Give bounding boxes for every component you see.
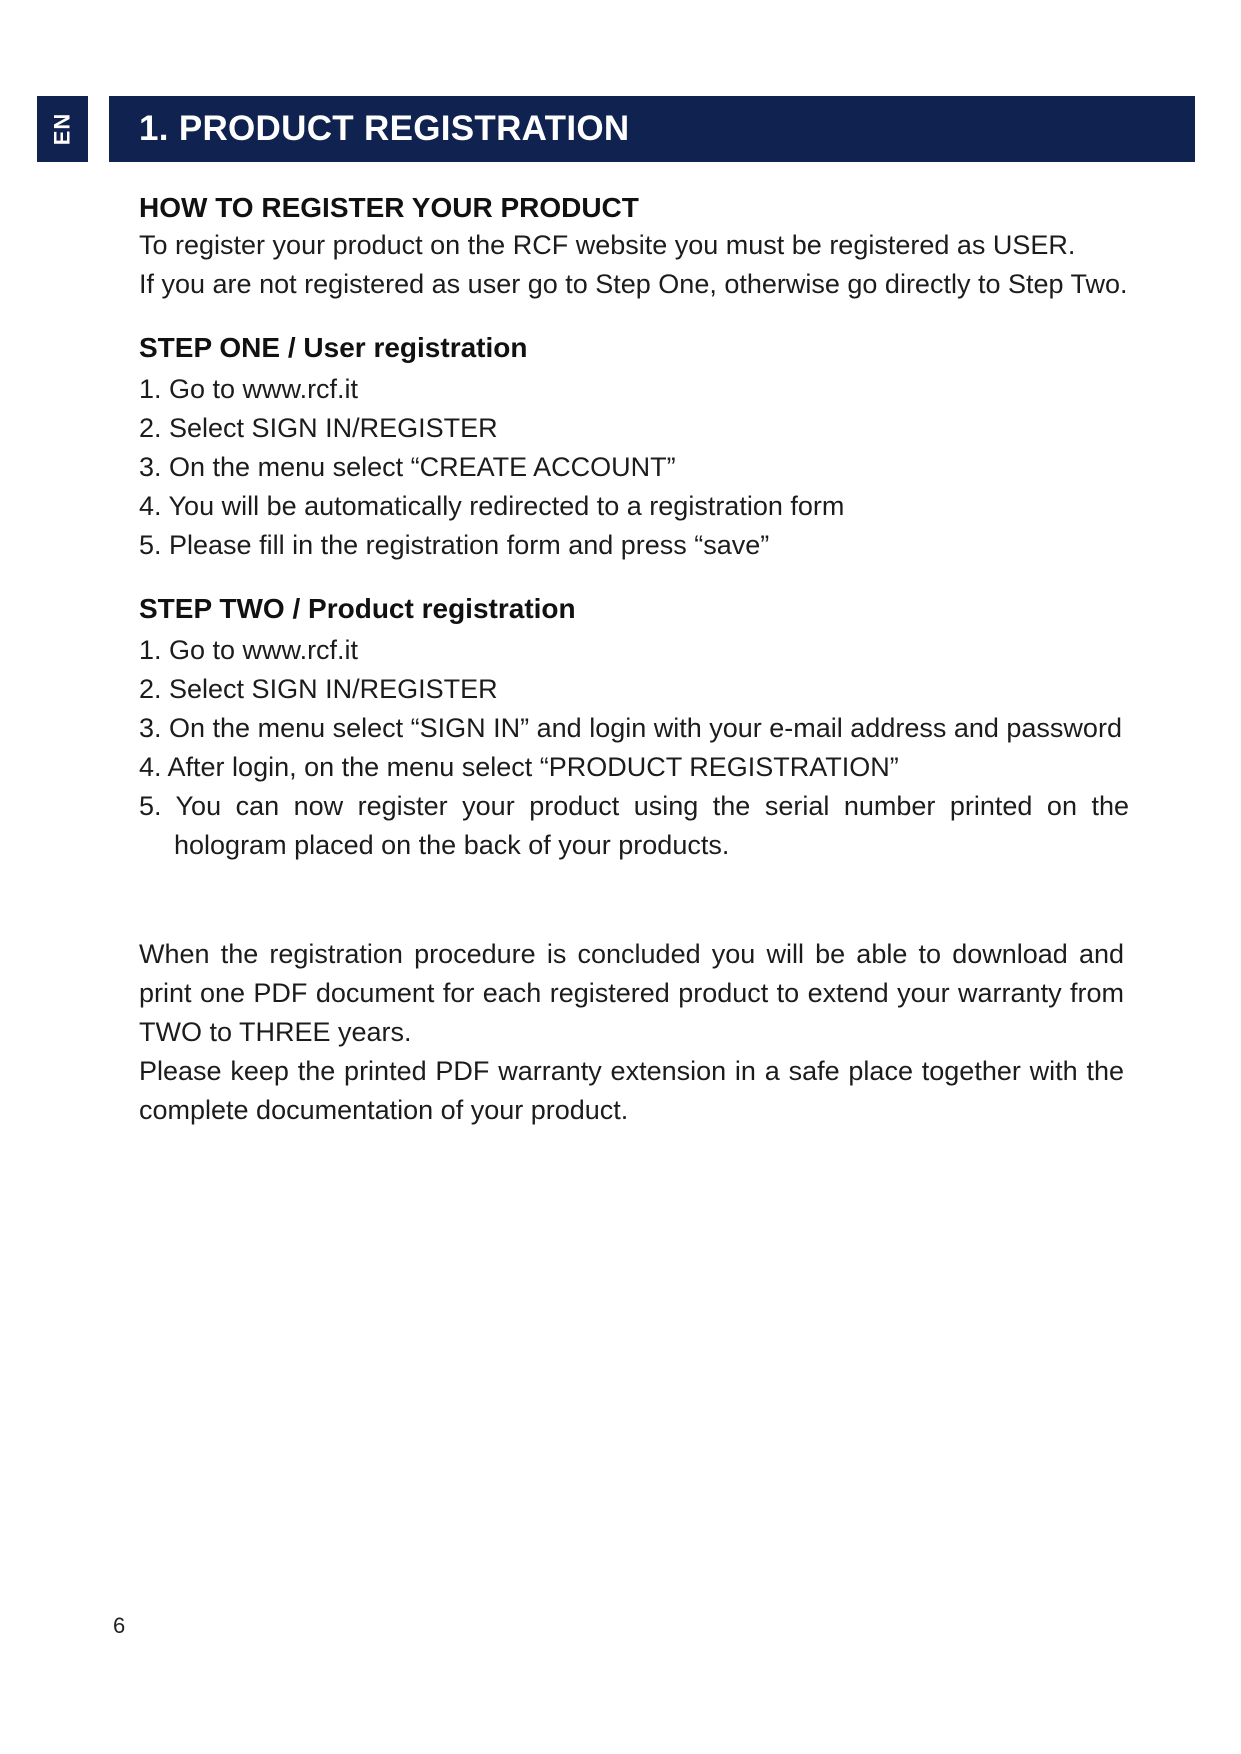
list-item: 5. You can now register your product using the serial number printed on the hologram placed on the back of your products.: [139, 791, 1129, 860]
intro-heading: HOW TO REGISTER YOUR PRODUCT: [139, 192, 639, 223]
list-item: 2. Select SIGN IN/REGISTER: [139, 674, 498, 704]
list-item: 1. Go to www.rcf.it: [139, 374, 359, 404]
list-item: 3. On the menu select “CREATE ACCOUNT”: [139, 452, 676, 482]
step-two-heading: STEP TWO / Product registration: [139, 593, 576, 624]
list-item: 2. Select SIGN IN/REGISTER: [139, 413, 498, 443]
step-one-list: [139, 370, 1129, 565]
list-item: 4. After login, on the menu select “PRODUCT REGISTRATION”: [139, 752, 899, 782]
page-title: 1. PRODUCT REGISTRATION: [139, 109, 630, 148]
closing-section: [139, 935, 1129, 1130]
page-number: 6: [113, 1613, 126, 1638]
step-one-section: [139, 330, 1129, 565]
step-two-list: [139, 631, 1129, 865]
intro-section: [139, 190, 1129, 304]
list-item: 1. Go to www.rcf.it: [139, 635, 359, 665]
closing-paragraph: When the registration procedure is concluded you will be able to download and print one PDF document for each registered product to extend your warranty from TWO to THREE years.: [139, 939, 1124, 1047]
closing-paragraph: Please keep the printed PDF warranty extension in a safe place together with the complete documentation of your product.: [139, 1056, 1124, 1125]
intro-line: To register your product on the RCF website you must be registered as USER.: [139, 230, 1076, 260]
section-title-bar: [109, 96, 1195, 162]
language-label: EN: [49, 112, 75, 146]
intro-line: If you are not registered as user go to Step One, otherwise go directly to Step Two.: [139, 269, 1128, 299]
language-tab: [37, 96, 88, 162]
list-item: 4. You will be automatically redirected to a registration form: [139, 491, 845, 521]
list-item: 3. On the menu select “SIGN IN” and login with your e-mail address and password: [139, 713, 1122, 743]
list-item: 5. Please fill in the registration form and press “save”: [139, 530, 770, 560]
step-one-heading: STEP ONE / User registration: [139, 332, 528, 363]
main-content: [139, 190, 1129, 1130]
step-two-section: [139, 591, 1129, 865]
